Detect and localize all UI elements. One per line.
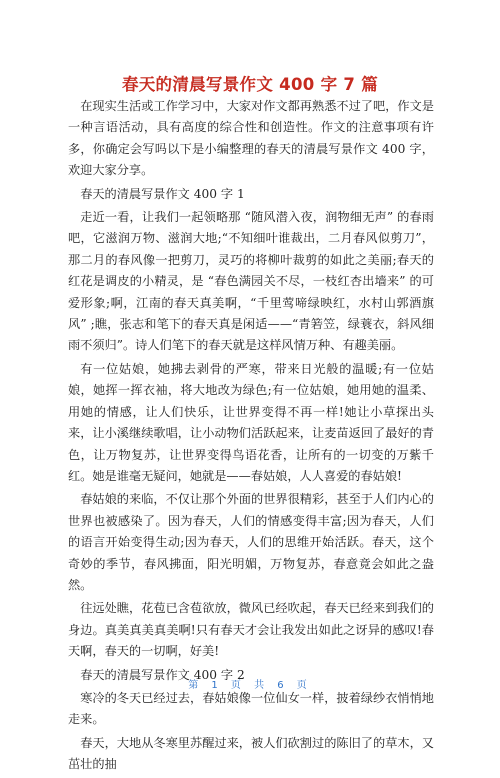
section-heading-1: 春天的清晨写景作文 400 字 1 (80, 186, 245, 201)
section1-paragraph-3: 春姑娘的来临，不仅让那个外面的世界很精彩，甚至于人们内心的世界也被感染了。因为春天，人们的情感变得丰富;因为春天，人们的语言开始变得生动;因为春天，人们的思维开始活跃。春天，这个奇妙的季节，春风拂面，阳光明媚，万物复苏，春意竟会如此之盎然。 (68, 492, 434, 592)
section-heading-2: 春天的清晨写景作文 400 字 2 (80, 667, 245, 682)
section2-paragraph-1: 寒冷的冬天已经过去，春姑娘像一位仙女一样，披着绿纱衣悄悄地走来。 (68, 690, 434, 727)
document-title: 春天的清晨写景作文 400 字 7 篇 (121, 75, 379, 94)
intro-paragraph: 在现实生活或工作学习中，大家对作文都再熟悉不过了吧，作文是一种言语活动，具有高度的综合性和创造性。作文的注意事项有许多，你确定会写吗以下是小编整理的春天的清晨写景作文 400 字，欢迎大家分享。 (68, 99, 434, 178)
section1-paragraph-2: 有一位姑娘，她拂去剥骨的严寒，带来日光般的温暖;有一位姑娘，她挥一挥衣袖，将大地改为绿色;有一位姑娘，她用她的温柔、用她的情感，让人们快乐，让世界变得不再一样!她让小草探出头来，让小溪继续歌唱，让小动物们活跃起来，让麦苗返回了最好的青色，让万物复苏，让世界变得鸟语花香，让所有的一切变的万紫千红。她是谁毫无疑问，她就是——春姑娘，人人喜爱的春姑娘! (68, 361, 434, 483)
page-footer: 第 1 页 共 6 页 (188, 680, 312, 691)
section2-paragraph-2: 春天，大地从冬寒里苏醒过来，被人们砍割过的陈旧了的草木，又茁壮的抽 (68, 735, 434, 772)
section1-paragraph-1: 走近一看，让我们一起领略那 “随风潜入夜，润物细无声” 的春雨吧，它滋润万物、滋润大地;“不知细叶谁裁出，二月春风似剪刀”，那二月的春风像一把剪刀，灵巧的将柳叶裁剪的如此之美丽;春天的红花是调皮的小精灵，是 “春色满园关不尽，一枝红杏出墙来” 的可爱形象;啊，江南的春天真美啊，“千里莺啼绿映红，水村山郭酒旗风” ;瞧，张志和笔下的春天真是闲适——“青箬笠，绿蓑衣，斜风细雨不须归”。诗人们笔下的春天就是这样风情万种、有趣美丽。 (68, 210, 434, 353)
section1-paragraph-4: 往远处瞧，花苞已含苞欲放，微风已经吹起，春天已经来到我们的身边。真美真美真美啊!只有春天才会让我发出如此之讶异的感叹!春天啊，春天的一切啊，好美! (68, 601, 434, 659)
